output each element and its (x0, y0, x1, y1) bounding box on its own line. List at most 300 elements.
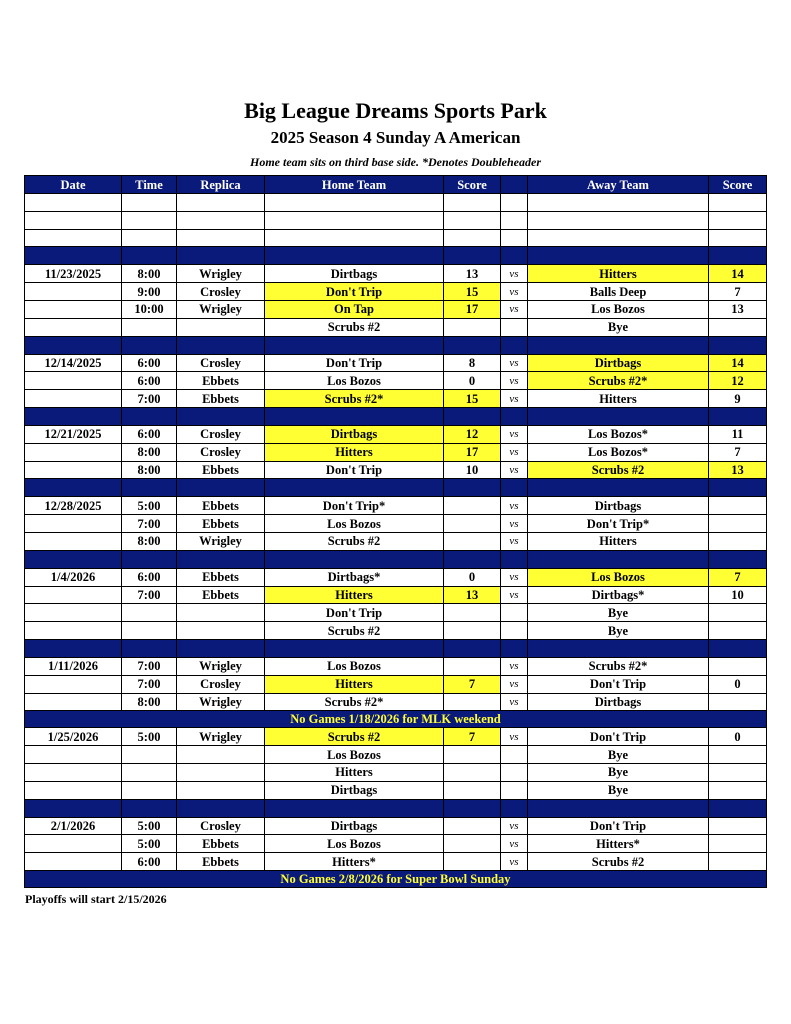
separator-cell (528, 550, 709, 568)
separator-cell (709, 407, 767, 425)
home-team-cell (265, 229, 444, 247)
home-score-cell (444, 532, 501, 550)
away-score-cell: 0 (709, 728, 767, 746)
vs-cell: vs (501, 568, 528, 586)
away-score-cell (709, 693, 767, 711)
away-team-cell: Don't Trip (528, 675, 709, 693)
time-cell (122, 622, 177, 640)
away-score-cell (709, 318, 767, 336)
home-team-cell: Dirtbags* (265, 568, 444, 586)
time-cell: 8:00 (122, 265, 177, 283)
game-row (25, 300, 767, 318)
vs-cell: vs (501, 515, 528, 533)
game-row (25, 728, 767, 746)
time-cell: 8:00 (122, 532, 177, 550)
separator-cell (444, 550, 501, 568)
separator-cell (501, 479, 528, 497)
replica-cell: Wrigley (177, 265, 265, 283)
away-team-cell: Los Bozos (528, 300, 709, 318)
vs-cell: vs (501, 657, 528, 675)
time-cell: 6:00 (122, 372, 177, 390)
game-row (25, 283, 767, 301)
away-score-cell (709, 781, 767, 799)
replica-cell (177, 622, 265, 640)
vs-cell (501, 746, 528, 764)
home-team-cell: Hitters (265, 675, 444, 693)
away-team-cell: Don't Trip (528, 817, 709, 835)
away-team-cell: Scrubs #2 (528, 461, 709, 479)
time-cell (122, 211, 177, 229)
date-cell: 1/4/2026 (25, 568, 122, 586)
separator-cell (265, 639, 444, 657)
separator-cell (444, 407, 501, 425)
away-score-cell: 14 (709, 265, 767, 283)
date-cell: 11/23/2025 (25, 265, 122, 283)
home-score-cell (444, 853, 501, 871)
replica-cell: Crosley (177, 425, 265, 443)
column-header-away-team: Away Team (528, 176, 709, 194)
away-team-cell: Los Bozos (528, 568, 709, 586)
separator-cell (265, 479, 444, 497)
date-cell (25, 318, 122, 336)
home-score-cell: 7 (444, 728, 501, 746)
replica-cell: Ebbets (177, 515, 265, 533)
away-score-cell: 7 (709, 568, 767, 586)
vs-cell (501, 763, 528, 781)
separator-row (25, 336, 767, 354)
vs-cell: vs (501, 265, 528, 283)
date-cell (25, 443, 122, 461)
separator-cell (25, 407, 122, 425)
away-team-cell (528, 229, 709, 247)
separator-row (25, 407, 767, 425)
separator-row (25, 639, 767, 657)
date-cell (25, 853, 122, 871)
game-row (25, 693, 767, 711)
vs-cell: vs (501, 497, 528, 515)
away-score-cell: 7 (709, 443, 767, 461)
separator-row (25, 550, 767, 568)
separator-cell (265, 247, 444, 265)
away-team-cell: Los Bozos* (528, 443, 709, 461)
home-team-cell (265, 211, 444, 229)
date-cell (25, 781, 122, 799)
home-team-cell: Scrubs #2 (265, 318, 444, 336)
time-cell: 8:00 (122, 443, 177, 461)
time-cell: 7:00 (122, 675, 177, 693)
time-cell (122, 194, 177, 212)
date-cell (25, 515, 122, 533)
separator-cell (709, 336, 767, 354)
separator-cell (177, 550, 265, 568)
date-cell: 12/21/2025 (25, 425, 122, 443)
time-cell (122, 781, 177, 799)
away-team-cell: Bye (528, 746, 709, 764)
date-cell: 2/1/2026 (25, 817, 122, 835)
away-score-cell: 13 (709, 461, 767, 479)
replica-cell (177, 746, 265, 764)
replica-cell: Crosley (177, 675, 265, 693)
home-team-cell: Scrubs #2 (265, 622, 444, 640)
game-row (25, 354, 767, 372)
replica-cell (177, 604, 265, 622)
playoffs-note: Playoffs will start 2/15/2026 (25, 892, 167, 906)
home-team-cell: Don't Trip (265, 604, 444, 622)
separator-cell (528, 407, 709, 425)
vs-cell: vs (501, 300, 528, 318)
away-team-cell: Bye (528, 622, 709, 640)
time-cell (122, 229, 177, 247)
game-row (25, 532, 767, 550)
separator-cell (25, 639, 122, 657)
away-score-cell (709, 497, 767, 515)
home-team-cell: Hitters* (265, 853, 444, 871)
game-row (25, 657, 767, 675)
date-cell (25, 372, 122, 390)
game-row (25, 763, 767, 781)
separator-cell (122, 479, 177, 497)
replica-cell: Ebbets (177, 461, 265, 479)
replica-cell: Ebbets (177, 835, 265, 853)
date-cell: 12/28/2025 (25, 497, 122, 515)
replica-cell (177, 194, 265, 212)
time-cell (122, 763, 177, 781)
no-games-note: No Games 1/18/2026 for MLK weekend (25, 711, 767, 728)
separator-cell (501, 550, 528, 568)
home-team-cell: Los Bozos (265, 657, 444, 675)
home-team-cell: Don't Trip (265, 461, 444, 479)
separator-cell (177, 799, 265, 817)
replica-cell (177, 229, 265, 247)
home-score-cell: 13 (444, 586, 501, 604)
replica-cell: Ebbets (177, 853, 265, 871)
separator-cell (25, 336, 122, 354)
replica-cell: Crosley (177, 443, 265, 461)
vs-cell (501, 622, 528, 640)
date-cell (25, 835, 122, 853)
time-cell: 7:00 (122, 515, 177, 533)
separator-cell (25, 247, 122, 265)
separator-cell (25, 479, 122, 497)
separator-cell (177, 336, 265, 354)
time-cell: 7:00 (122, 657, 177, 675)
away-score-cell: 11 (709, 425, 767, 443)
separator-cell (709, 639, 767, 657)
separator-cell (444, 336, 501, 354)
vs-cell: vs (501, 835, 528, 853)
home-team-cell: Scrubs #2* (265, 693, 444, 711)
home-score-cell: 0 (444, 372, 501, 390)
away-team-cell: Don't Trip* (528, 515, 709, 533)
home-score-cell (444, 497, 501, 515)
separator-cell (122, 639, 177, 657)
home-score-cell (444, 229, 501, 247)
separator-cell (444, 479, 501, 497)
away-team-cell: Hitters (528, 265, 709, 283)
game-row (25, 372, 767, 390)
replica-cell: Wrigley (177, 300, 265, 318)
time-cell: 5:00 (122, 817, 177, 835)
schedule-table (24, 175, 767, 888)
header-row (25, 176, 767, 194)
separator-cell (122, 407, 177, 425)
time-cell (122, 604, 177, 622)
away-team-cell (528, 211, 709, 229)
no-games-note: No Games 2/8/2026 for Super Bowl Sunday (25, 870, 767, 887)
empty-row (25, 229, 767, 247)
separator-cell (265, 407, 444, 425)
time-cell (122, 318, 177, 336)
away-team-cell: Los Bozos* (528, 425, 709, 443)
vs-cell: vs (501, 425, 528, 443)
home-score-cell: 8 (444, 354, 501, 372)
game-row (25, 497, 767, 515)
home-score-cell (444, 781, 501, 799)
away-team-cell: Dirtbags* (528, 586, 709, 604)
replica-cell: Wrigley (177, 657, 265, 675)
away-team-cell: Scrubs #2* (528, 372, 709, 390)
away-score-cell: 0 (709, 675, 767, 693)
away-score-cell (709, 835, 767, 853)
away-team-cell: Bye (528, 763, 709, 781)
date-cell (25, 194, 122, 212)
vs-cell (501, 194, 528, 212)
separator-cell (501, 336, 528, 354)
time-cell: 6:00 (122, 425, 177, 443)
home-score-cell: 15 (444, 283, 501, 301)
away-team-cell: Hitters* (528, 835, 709, 853)
separator-cell (122, 247, 177, 265)
date-cell (25, 300, 122, 318)
replica-cell: Wrigley (177, 532, 265, 550)
home-team-cell: Los Bozos (265, 835, 444, 853)
time-cell: 6:00 (122, 568, 177, 586)
separator-cell (265, 550, 444, 568)
column-header-home-team: Home Team (265, 176, 444, 194)
replica-cell (177, 211, 265, 229)
separator-cell (177, 407, 265, 425)
column-header-home-score: Score (444, 176, 501, 194)
home-team-cell: Hitters (265, 443, 444, 461)
away-score-cell (709, 194, 767, 212)
separator-cell (122, 550, 177, 568)
home-team-cell: Dirtbags (265, 781, 444, 799)
date-cell (25, 604, 122, 622)
time-cell: 8:00 (122, 461, 177, 479)
replica-cell (177, 318, 265, 336)
home-score-cell: 12 (444, 425, 501, 443)
separator-cell (501, 407, 528, 425)
replica-cell: Crosley (177, 283, 265, 301)
page-title: Big League Dreams Sports Park (244, 98, 547, 123)
separator-cell (444, 639, 501, 657)
away-team-cell: Scrubs #2 (528, 853, 709, 871)
separator-cell (528, 479, 709, 497)
home-score-cell (444, 622, 501, 640)
away-score-cell (709, 211, 767, 229)
away-team-cell (528, 194, 709, 212)
vs-cell: vs (501, 853, 528, 871)
away-score-cell (709, 532, 767, 550)
replica-cell: Ebbets (177, 586, 265, 604)
game-row (25, 781, 767, 799)
empty-row (25, 211, 767, 229)
game-row (25, 675, 767, 693)
separator-cell (501, 799, 528, 817)
time-cell: 6:00 (122, 354, 177, 372)
home-score-cell (444, 211, 501, 229)
time-cell: 7:00 (122, 586, 177, 604)
home-team-cell: Scrubs #2* (265, 390, 444, 408)
replica-cell: Crosley (177, 817, 265, 835)
date-cell (25, 532, 122, 550)
away-team-cell: Bye (528, 604, 709, 622)
away-score-cell (709, 515, 767, 533)
separator-cell (528, 247, 709, 265)
date-cell (25, 763, 122, 781)
column-header-replica: Replica (177, 176, 265, 194)
home-team-cell: Hitters (265, 763, 444, 781)
game-row (25, 817, 767, 835)
away-team-cell: Balls Deep (528, 283, 709, 301)
away-team-cell: Bye (528, 781, 709, 799)
away-team-cell: Don't Trip (528, 728, 709, 746)
separator-cell (177, 639, 265, 657)
separator-cell (528, 639, 709, 657)
separator-cell (528, 336, 709, 354)
home-team-cell: Scrubs #2 (265, 728, 444, 746)
game-row (25, 835, 767, 853)
game-row (25, 586, 767, 604)
game-row (25, 622, 767, 640)
away-score-cell: 10 (709, 586, 767, 604)
separator-cell (444, 247, 501, 265)
home-team-cell: Don't Trip (265, 283, 444, 301)
away-team-cell: Hitters (528, 390, 709, 408)
away-score-cell: 14 (709, 354, 767, 372)
away-score-cell (709, 763, 767, 781)
away-score-cell (709, 604, 767, 622)
away-score-cell: 7 (709, 283, 767, 301)
away-score-cell (709, 853, 767, 871)
time-cell: 5:00 (122, 728, 177, 746)
game-row (25, 853, 767, 871)
home-score-cell (444, 515, 501, 533)
game-row (25, 318, 767, 336)
away-team-cell: Dirtbags (528, 497, 709, 515)
away-score-cell: 12 (709, 372, 767, 390)
empty-row (25, 194, 767, 212)
home-score-cell (444, 746, 501, 764)
separator-cell (177, 247, 265, 265)
time-cell: 6:00 (122, 853, 177, 871)
separator-cell (25, 550, 122, 568)
vs-cell (501, 604, 528, 622)
replica-cell: Wrigley (177, 728, 265, 746)
home-team-cell: Hitters (265, 586, 444, 604)
home-team-cell: Los Bozos (265, 746, 444, 764)
home-team-cell: Don't Trip* (265, 497, 444, 515)
home-score-cell: 17 (444, 300, 501, 318)
vs-cell: vs (501, 372, 528, 390)
date-cell (25, 229, 122, 247)
separator-cell (528, 799, 709, 817)
replica-cell (177, 781, 265, 799)
game-row (25, 604, 767, 622)
vs-cell: vs (501, 586, 528, 604)
replica-cell: Wrigley (177, 693, 265, 711)
home-team-cell: Dirtbags (265, 817, 444, 835)
vs-cell: vs (501, 354, 528, 372)
separator-cell (501, 247, 528, 265)
home-score-cell (444, 693, 501, 711)
replica-cell (177, 763, 265, 781)
date-cell (25, 693, 122, 711)
separator-cell (177, 479, 265, 497)
separator-cell (265, 799, 444, 817)
vs-cell: vs (501, 817, 528, 835)
time-cell: 7:00 (122, 390, 177, 408)
replica-cell: Ebbets (177, 497, 265, 515)
home-score-cell (444, 763, 501, 781)
away-team-cell: Dirtbags (528, 693, 709, 711)
replica-cell: Ebbets (177, 568, 265, 586)
home-score-cell: 13 (444, 265, 501, 283)
home-score-cell (444, 194, 501, 212)
home-team-cell: Dirtbags (265, 425, 444, 443)
vs-cell: vs (501, 728, 528, 746)
vs-cell: vs (501, 675, 528, 693)
separator-cell (25, 799, 122, 817)
date-cell: 1/25/2026 (25, 728, 122, 746)
separator-cell (709, 550, 767, 568)
time-cell: 5:00 (122, 497, 177, 515)
away-team-cell: Dirtbags (528, 354, 709, 372)
home-score-cell (444, 657, 501, 675)
separator-cell (122, 799, 177, 817)
schedule-note: Home team sits on third base side. *Denotes Doubleheader (250, 155, 541, 169)
date-cell (25, 675, 122, 693)
home-score-cell: 0 (444, 568, 501, 586)
column-header-away-score: Score (709, 176, 767, 194)
separator-cell (709, 247, 767, 265)
date-cell: 12/14/2025 (25, 354, 122, 372)
time-cell: 10:00 (122, 300, 177, 318)
vs-cell: vs (501, 443, 528, 461)
home-team-cell: Los Bozos (265, 372, 444, 390)
separator-cell (709, 799, 767, 817)
date-cell (25, 390, 122, 408)
separator-cell (501, 639, 528, 657)
game-row (25, 265, 767, 283)
schedule-body (25, 194, 767, 888)
vs-cell (501, 318, 528, 336)
separator-cell (265, 336, 444, 354)
date-cell (25, 211, 122, 229)
separator-row (25, 479, 767, 497)
vs-cell (501, 229, 528, 247)
replica-cell: Ebbets (177, 390, 265, 408)
vs-cell (501, 211, 528, 229)
date-cell (25, 622, 122, 640)
away-team-cell: Scrubs #2* (528, 657, 709, 675)
away-team-cell: Bye (528, 318, 709, 336)
separator-cell (444, 799, 501, 817)
separator-row (25, 799, 767, 817)
date-cell (25, 461, 122, 479)
date-cell: 1/11/2026 (25, 657, 122, 675)
home-score-cell (444, 835, 501, 853)
